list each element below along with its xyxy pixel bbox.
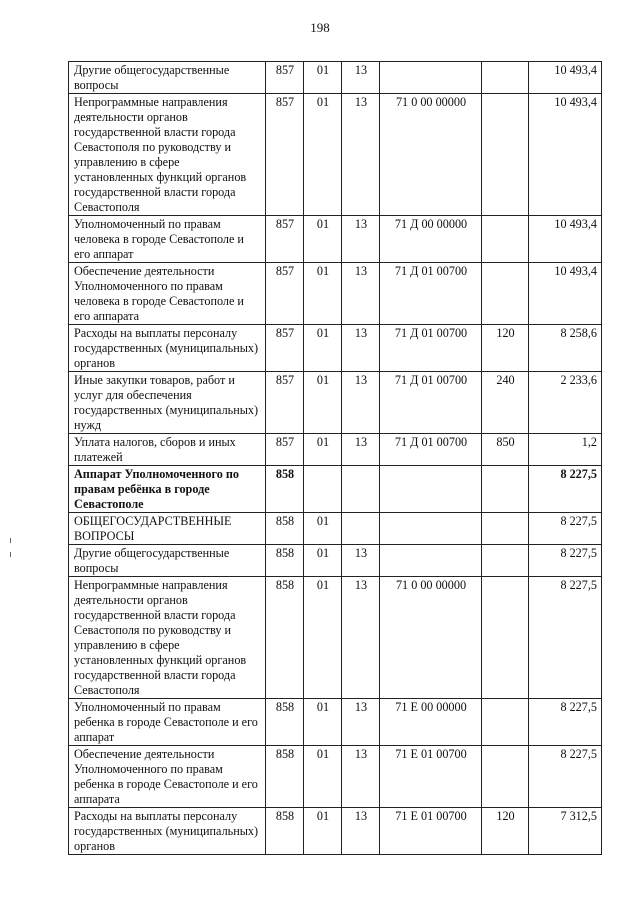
table-row bbox=[69, 577, 602, 699]
table-row bbox=[69, 216, 602, 263]
cell-department-code: 858 bbox=[266, 577, 304, 699]
cell-target-article: 71 0 00 00000 bbox=[380, 577, 482, 699]
cell-department-code: 858 bbox=[266, 466, 304, 513]
cell-expense-type bbox=[482, 746, 529, 808]
cell-amount: 10 493,4 bbox=[529, 62, 602, 94]
cell-amount: 10 493,4 bbox=[529, 94, 602, 216]
table-row bbox=[69, 325, 602, 372]
cell-name: Другие общегосударственные вопросы bbox=[69, 62, 266, 94]
cell-expense-type bbox=[482, 513, 529, 545]
cell-name: Непрограммные направления деятельности органов государственной власти города Севастополя по руководству и управлению в сфере установленных функций органов государственной власти города Севастополя bbox=[69, 94, 266, 216]
cell-subsection-code: 13 bbox=[342, 94, 380, 216]
cell-subsection-code: 13 bbox=[342, 699, 380, 746]
cell-amount: 8 258,6 bbox=[529, 325, 602, 372]
cell-department-code: 857 bbox=[266, 325, 304, 372]
cell-department-code: 858 bbox=[266, 746, 304, 808]
cell-expense-type: 850 bbox=[482, 434, 529, 466]
cell-subsection-code: 13 bbox=[342, 263, 380, 325]
margin-mark bbox=[10, 538, 11, 543]
cell-name: Обеспечение деятельности Уполномоченного по правам ребенка в городе Севастополе и его аппарата bbox=[69, 746, 266, 808]
table-row bbox=[69, 62, 602, 94]
cell-department-code: 857 bbox=[266, 434, 304, 466]
cell-section-code: 01 bbox=[304, 94, 342, 216]
cell-subsection-code: 13 bbox=[342, 808, 380, 855]
cell-section-code: 01 bbox=[304, 62, 342, 94]
cell-expense-type: 240 bbox=[482, 372, 529, 434]
cell-amount: 1,2 bbox=[529, 434, 602, 466]
cell-section-code: 01 bbox=[304, 513, 342, 545]
cell-amount: 8 227,5 bbox=[529, 545, 602, 577]
cell-target-article bbox=[380, 466, 482, 513]
cell-section-code: 01 bbox=[304, 372, 342, 434]
cell-name: Непрограммные направления деятельности органов государственной власти города Севастополя по руководству и управлению в сфере установленных функций органов государственной власти города Севастополя bbox=[69, 577, 266, 699]
cell-target-article: 71 0 00 00000 bbox=[380, 94, 482, 216]
cell-subsection-code: 13 bbox=[342, 325, 380, 372]
table-row bbox=[69, 434, 602, 466]
margin-mark bbox=[10, 552, 11, 557]
cell-section-code: 01 bbox=[304, 216, 342, 263]
cell-section-code: 01 bbox=[304, 699, 342, 746]
cell-subsection-code: 13 bbox=[342, 746, 380, 808]
cell-amount: 10 493,4 bbox=[529, 216, 602, 263]
cell-target-article bbox=[380, 545, 482, 577]
table-row bbox=[69, 263, 602, 325]
cell-section-code: 01 bbox=[304, 434, 342, 466]
cell-name: ОБЩЕГОСУДАРСТВЕННЫЕ ВОПРОСЫ bbox=[69, 513, 266, 545]
cell-section-code bbox=[304, 466, 342, 513]
page-number: 198 bbox=[310, 20, 330, 35]
cell-department-code: 858 bbox=[266, 808, 304, 855]
cell-section-code: 01 bbox=[304, 746, 342, 808]
cell-expense-type: 120 bbox=[482, 808, 529, 855]
cell-name: Обеспечение деятельности Уполномоченного по правам человека в городе Севастополе и его аппарата bbox=[69, 263, 266, 325]
budget-table bbox=[68, 61, 602, 855]
cell-name: Другие общегосударственные вопросы bbox=[69, 545, 266, 577]
cell-expense-type bbox=[482, 94, 529, 216]
cell-name: Расходы на выплаты персоналу государственных (муниципальных) органов bbox=[69, 325, 266, 372]
table-row bbox=[69, 808, 602, 855]
cell-amount: 8 227,5 bbox=[529, 699, 602, 746]
cell-expense-type bbox=[482, 577, 529, 699]
cell-section-code: 01 bbox=[304, 545, 342, 577]
cell-target-article: 71 Д 01 00700 bbox=[380, 263, 482, 325]
cell-target-article: 71 Д 00 00000 bbox=[380, 216, 482, 263]
cell-amount: 8 227,5 bbox=[529, 577, 602, 699]
table-row bbox=[69, 746, 602, 808]
cell-subsection-code: 13 bbox=[342, 434, 380, 466]
cell-department-code: 857 bbox=[266, 372, 304, 434]
cell-department-code: 858 bbox=[266, 513, 304, 545]
cell-subsection-code: 13 bbox=[342, 545, 380, 577]
cell-target-article: 71 Д 01 00700 bbox=[380, 325, 482, 372]
cell-section-code: 01 bbox=[304, 325, 342, 372]
cell-subsection-code: 13 bbox=[342, 372, 380, 434]
cell-amount: 2 233,6 bbox=[529, 372, 602, 434]
cell-subsection-code: 13 bbox=[342, 62, 380, 94]
cell-amount: 8 227,5 bbox=[529, 466, 602, 513]
cell-expense-type bbox=[482, 699, 529, 746]
cell-target-article bbox=[380, 62, 482, 94]
cell-expense-type: 120 bbox=[482, 325, 529, 372]
cell-section-code: 01 bbox=[304, 577, 342, 699]
budget-table-body bbox=[69, 62, 602, 855]
cell-name: Расходы на выплаты персоналу государственных (муниципальных) органов bbox=[69, 808, 266, 855]
cell-target-article: 71 Е 01 00700 bbox=[380, 746, 482, 808]
cell-subsection-code: 13 bbox=[342, 216, 380, 263]
cell-target-article: 71 Д 01 00700 bbox=[380, 434, 482, 466]
table-row bbox=[69, 94, 602, 216]
table-row bbox=[69, 466, 602, 513]
cell-expense-type bbox=[482, 545, 529, 577]
cell-amount: 8 227,5 bbox=[529, 746, 602, 808]
cell-amount: 7 312,5 bbox=[529, 808, 602, 855]
cell-target-article: 71 Е 00 00000 bbox=[380, 699, 482, 746]
cell-department-code: 857 bbox=[266, 62, 304, 94]
cell-name: Уполномоченный по правам ребенка в городе Севастополе и его аппарат bbox=[69, 699, 266, 746]
cell-subsection-code bbox=[342, 513, 380, 545]
cell-expense-type bbox=[482, 466, 529, 513]
table-row bbox=[69, 699, 602, 746]
cell-section-code: 01 bbox=[304, 808, 342, 855]
cell-name: Аппарат Уполномоченного по правам ребёнка в городе Севастополе bbox=[69, 466, 266, 513]
cell-name: Уполномоченный по правам человека в городе Севастополе и его аппарат bbox=[69, 216, 266, 263]
cell-amount: 8 227,5 bbox=[529, 513, 602, 545]
cell-expense-type bbox=[482, 263, 529, 325]
cell-target-article: 71 Е 01 00700 bbox=[380, 808, 482, 855]
table-row bbox=[69, 545, 602, 577]
table-row bbox=[69, 513, 602, 545]
cell-department-code: 858 bbox=[266, 699, 304, 746]
cell-department-code: 858 bbox=[266, 545, 304, 577]
cell-name: Иные закупки товаров, работ и услуг для обеспечения государственных (муниципальных) нужд bbox=[69, 372, 266, 434]
cell-amount: 10 493,4 bbox=[529, 263, 602, 325]
cell-target-article: 71 Д 01 00700 bbox=[380, 372, 482, 434]
cell-subsection-code: 13 bbox=[342, 577, 380, 699]
cell-department-code: 857 bbox=[266, 216, 304, 263]
cell-section-code: 01 bbox=[304, 263, 342, 325]
cell-expense-type bbox=[482, 216, 529, 263]
cell-target-article bbox=[380, 513, 482, 545]
cell-subsection-code bbox=[342, 466, 380, 513]
cell-expense-type bbox=[482, 62, 529, 94]
cell-name: Уплата налогов, сборов и иных платежей bbox=[69, 434, 266, 466]
table-row bbox=[69, 372, 602, 434]
cell-department-code: 857 bbox=[266, 263, 304, 325]
cell-department-code: 857 bbox=[266, 94, 304, 216]
